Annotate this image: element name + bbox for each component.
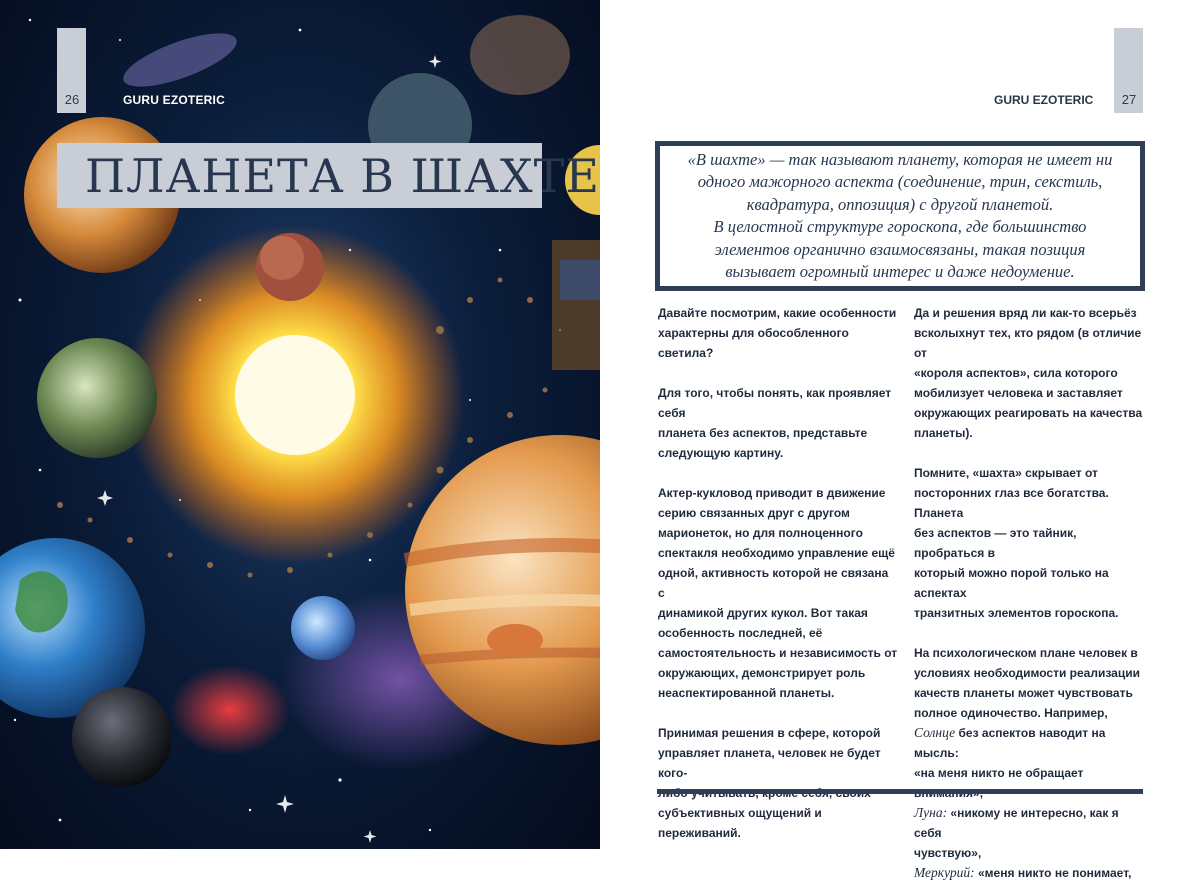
text-line: управляет планета, человек не будет кого- (658, 746, 881, 780)
text-line: Актер-кукловод приводит в движение (658, 486, 886, 500)
text-line: «никому не интересно, как я себя (914, 806, 1119, 840)
text-line: транзитных элементов гороскопа. (914, 606, 1119, 620)
text-column-left (658, 303, 898, 843)
text-line: субъективных ощущений и переживаний. (658, 806, 822, 840)
text-line: Принимая решения в сфере, которой (658, 726, 881, 740)
page-number: 27 (1121, 92, 1137, 107)
text-line: мобилизует человека и заставляет (914, 386, 1123, 400)
text-line: марионеток, но для полноценного (658, 526, 863, 540)
paragraph (658, 383, 898, 463)
text-line: всколыхнут тех, кто рядом (в отличие от (914, 326, 1142, 360)
text-line: без аспектов — это тайник, пробраться в (914, 526, 1077, 560)
text-line: «короля аспектов», сила которого (914, 366, 1118, 380)
text-line: динамикой других кукол. Вот такая (658, 606, 868, 620)
text-line: Давайте посмотрим, какие особенности (658, 306, 897, 320)
text-line: окружающих, демонстрирует роль (658, 666, 866, 680)
quote-line: В целостной структуре гороскопа, где большинство (713, 217, 1087, 236)
text-line: характерны для обособленного светила? (658, 326, 849, 360)
text-line: серию связанных друг с другом (658, 506, 850, 520)
text-line: без аспектов наводит на мысль: (914, 726, 1106, 760)
text-line: спектакля необходимо управление ещё (658, 546, 895, 560)
text-line: На психологическом плане человек в (914, 646, 1138, 660)
bottom-divider (657, 789, 1143, 794)
text-line: особенность последней, её (658, 626, 823, 640)
intro-quote (688, 149, 1113, 284)
planet-label-mercury: Меркурий: (914, 865, 975, 880)
paragraph (658, 723, 898, 843)
text-line: «меня никто не понимает, (974, 866, 1132, 880)
text-line: условиях необходимости реализации (914, 666, 1140, 680)
quote-line: «В шахте» — так называют планету, которая не имеет ни (687, 149, 1113, 169)
text-line: «на меня никто не обращает (914, 766, 1084, 780)
brand-header: GURU EZOTERIC (123, 93, 225, 107)
text-line: планеты). (914, 426, 973, 440)
text-column-right (914, 303, 1149, 883)
quote-line: элементов органично взаимосвязаны, такая позиция (714, 239, 1086, 259)
text-line: Да и решения вряд ли как-то всерьёз (914, 306, 1137, 320)
text-line: неаспектированной планеты. (658, 686, 835, 700)
title-banner (57, 143, 600, 208)
text-line: который можно порой только на аспектах (914, 566, 1109, 600)
quote-line: вызывает огромный интерес и даже недоумение. (725, 262, 1075, 281)
text-line: Для того, чтобы понять, как проявляет себя (658, 386, 892, 420)
paragraph (658, 483, 898, 703)
paragraph (914, 303, 1149, 443)
left-page (0, 0, 600, 849)
paragraph (914, 463, 1149, 623)
paragraph (658, 303, 898, 363)
text-line: Помните, «шахта» скрывает от (914, 466, 1098, 480)
quote-line: одного мажорного аспекта (соединение, трин, секстиль, (697, 172, 1103, 191)
text-line: самостоятельность и независимость от (658, 646, 898, 660)
quote-line: квадратура, оппозиция) с другой планетой. (746, 194, 1054, 214)
page-title: ПЛАНЕТА В ШАХТЕ (85, 148, 600, 203)
intro-quote-box (655, 141, 1145, 291)
text-line: одной, активность которой не связана с (658, 566, 889, 600)
text-line: посторонних глаз все богатства. Планета (914, 486, 1109, 520)
text-line: планета без аспектов, представьте (658, 426, 868, 440)
text-line: окружающих реагировать на качества (914, 406, 1143, 420)
text-line: следующую картину. (658, 446, 784, 460)
paragraph (914, 643, 1149, 883)
brand-header: GURU EZOTERIC (994, 93, 1094, 107)
text-line: полное одиночество. Например, (914, 706, 1108, 720)
page-number: 26 (64, 92, 80, 107)
planet-label-moon: Луна: (914, 805, 948, 820)
planet-label-sun: Солнце (914, 725, 956, 740)
solar-system-illustration (0, 0, 600, 849)
text-line: качеств планеты может чувствовать (914, 686, 1133, 700)
text-line: чувствую», (914, 846, 982, 860)
